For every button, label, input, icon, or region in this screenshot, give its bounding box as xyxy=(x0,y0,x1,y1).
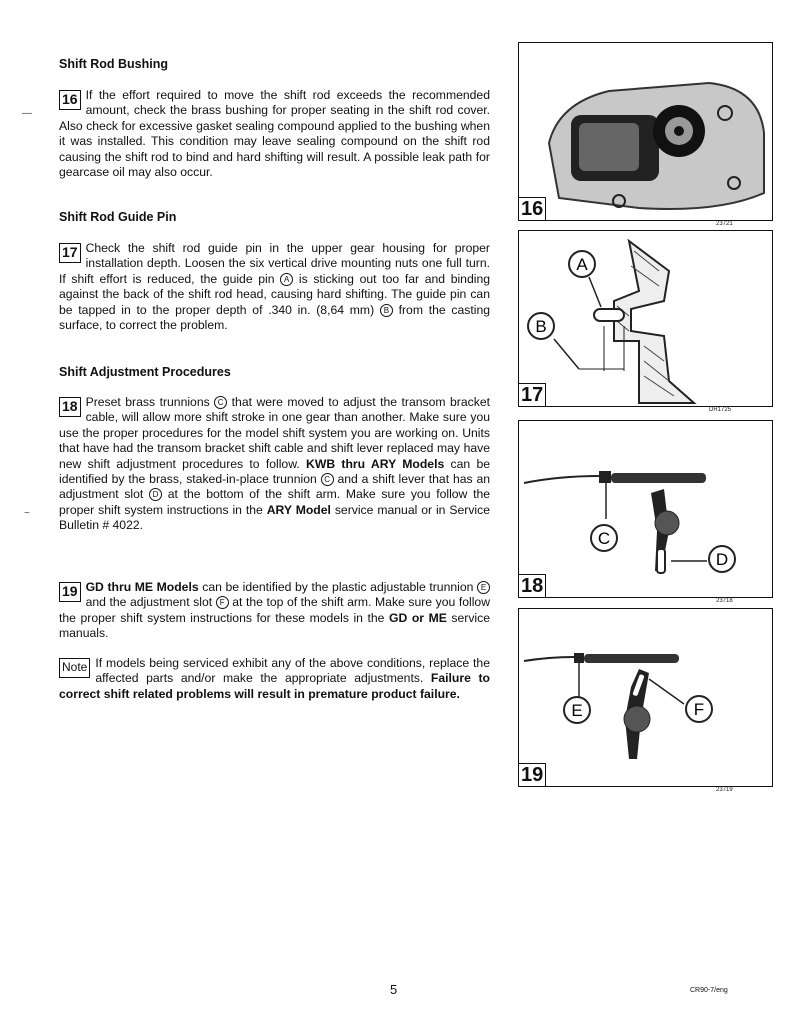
paragraph-shift-adjustment xyxy=(59,395,490,534)
margin-mark: ~ xyxy=(24,508,30,519)
figure-19-label: 19 xyxy=(519,763,546,786)
circled-b: B xyxy=(380,304,393,317)
callout-f: F xyxy=(693,700,705,719)
circled-e: E xyxy=(477,581,490,594)
step-number-17: 17 xyxy=(59,243,81,263)
adjust-text-5: at the bottom of the shift arm. Make sure you follow the proper shift system instructions in the xyxy=(59,487,491,517)
circled-f: F xyxy=(216,596,229,609)
figure-16-code: 23721 xyxy=(716,221,733,227)
callout-c: C xyxy=(597,529,611,548)
adjust-text-2: that were moved to adjust the transom bracket cable, will allow more shift stroke in one gear than another. Make sure you use the proper procedures for the model shift system you are working on. Units that have had the transom bracket shift cable and shift lever replaced may have new shift adjustment procedures to follow. xyxy=(59,395,490,471)
callout-a: A xyxy=(576,255,588,274)
adjust-text-1: Preset brass trunnions xyxy=(85,395,215,409)
note-text: If models being serviced exhibit any of the above conditions, replace the affected parts and/or make the appropriate adjustments. xyxy=(95,656,490,686)
gd-bold-models: GD thru ME Models xyxy=(85,580,199,594)
adjust-bold-kwb-ary: KWB thru ARY Models xyxy=(306,456,445,471)
gd-text-3: at the top of the shift arm. Make sure you follow the proper shift system instructions for these models in the xyxy=(59,595,490,625)
paragraph-shift-rod-guide-pin xyxy=(59,241,490,333)
figure-17 xyxy=(518,230,773,407)
circled-d: D xyxy=(149,488,162,501)
section-title-shift-adjustment: Shift Adjustment Procedures xyxy=(59,365,231,379)
margin-mark: — xyxy=(22,108,32,119)
guide-text-3: from the casting surface, to correct the problem. xyxy=(59,302,491,333)
figure-17-label: 17 xyxy=(519,383,546,406)
adjust-text-4: and a shift lever that has an adjustment slot xyxy=(59,472,490,502)
adjust-bold-ary-model: ARY Model xyxy=(266,502,331,517)
bushing-text: If the effort required to move the shift rod exceeds the recommended amount, check the brass bushing for proper seating in the shift rod cover. Also check for excessive gasket sealing compound applied to the bushing when it was installed. This condition may leave sealing compound on the shift rod causing the shift rod to bind and hard shifting will result. A possible leak path for gearcase oil may also occur. xyxy=(59,88,490,180)
paragraph-gd-thru-me xyxy=(59,580,490,642)
figure-16-label: 16 xyxy=(519,197,546,220)
paragraph-shift-rod-bushing xyxy=(59,88,490,180)
guide-text-1: Check the shift rod guide pin in the upper gear housing for proper installation depth. Loosen the six vertical drive mounting nuts one full turn. If shift effort is reduced, the guide pin xyxy=(59,241,490,286)
figure-18-label: 18 xyxy=(519,574,546,597)
step-number-16: 16 xyxy=(59,90,81,110)
gd-text-4: service manuals. xyxy=(59,610,491,641)
adjust-text-3: can be identified by the brass, staked-in-place trunnion xyxy=(59,456,491,487)
note-badge: Note xyxy=(59,658,90,678)
section-title-shift-rod-guide-pin: Shift Rod Guide Pin xyxy=(59,210,177,224)
figure-18-code: 23718 xyxy=(716,598,733,604)
figure-17-illustration xyxy=(519,231,772,406)
paragraph-note xyxy=(59,656,490,702)
figure-19 xyxy=(518,608,773,787)
figure-18 xyxy=(518,420,773,598)
guide-text-2: is sticking out too far and binding against the back of the shift rod head, causing hard shifting. The guide pin can be tapped in to the proper depth of .340 in. (8,64 mm) xyxy=(59,271,490,317)
callout-e: E xyxy=(571,701,583,720)
step-number-19: 19 xyxy=(59,582,81,602)
figure-16 xyxy=(518,42,773,221)
page-number: 5 xyxy=(390,982,398,997)
callout-b: B xyxy=(535,317,547,336)
figure-18-illustration xyxy=(519,421,772,597)
step-number-18: 18 xyxy=(59,397,81,417)
gd-bold-gd-me: GD or ME xyxy=(389,610,447,625)
gd-text-1: can be identified by the plastic adjustable trunnion xyxy=(198,580,477,594)
figure-19-code: 23719 xyxy=(716,787,733,793)
adjust-text-6: service manual or in Service Bulletin # 4022. xyxy=(59,502,490,533)
figure-19-illustration xyxy=(519,609,772,786)
figure-17-code: DR1725 xyxy=(709,407,732,413)
circled-c-2: C xyxy=(321,473,334,486)
gd-text-2: and the adjustment slot xyxy=(85,595,216,610)
circled-c: C xyxy=(214,396,227,409)
document-id: CR90-7/eng xyxy=(690,987,728,994)
figure-16-illustration xyxy=(519,43,772,220)
note-bold-warning: Failure to correct shift related problems will result in premature product failure. xyxy=(59,671,490,701)
callout-d: D xyxy=(715,550,729,569)
circled-a: A xyxy=(280,273,293,286)
section-title-shift-rod-bushing: Shift Rod Bushing xyxy=(59,57,169,71)
